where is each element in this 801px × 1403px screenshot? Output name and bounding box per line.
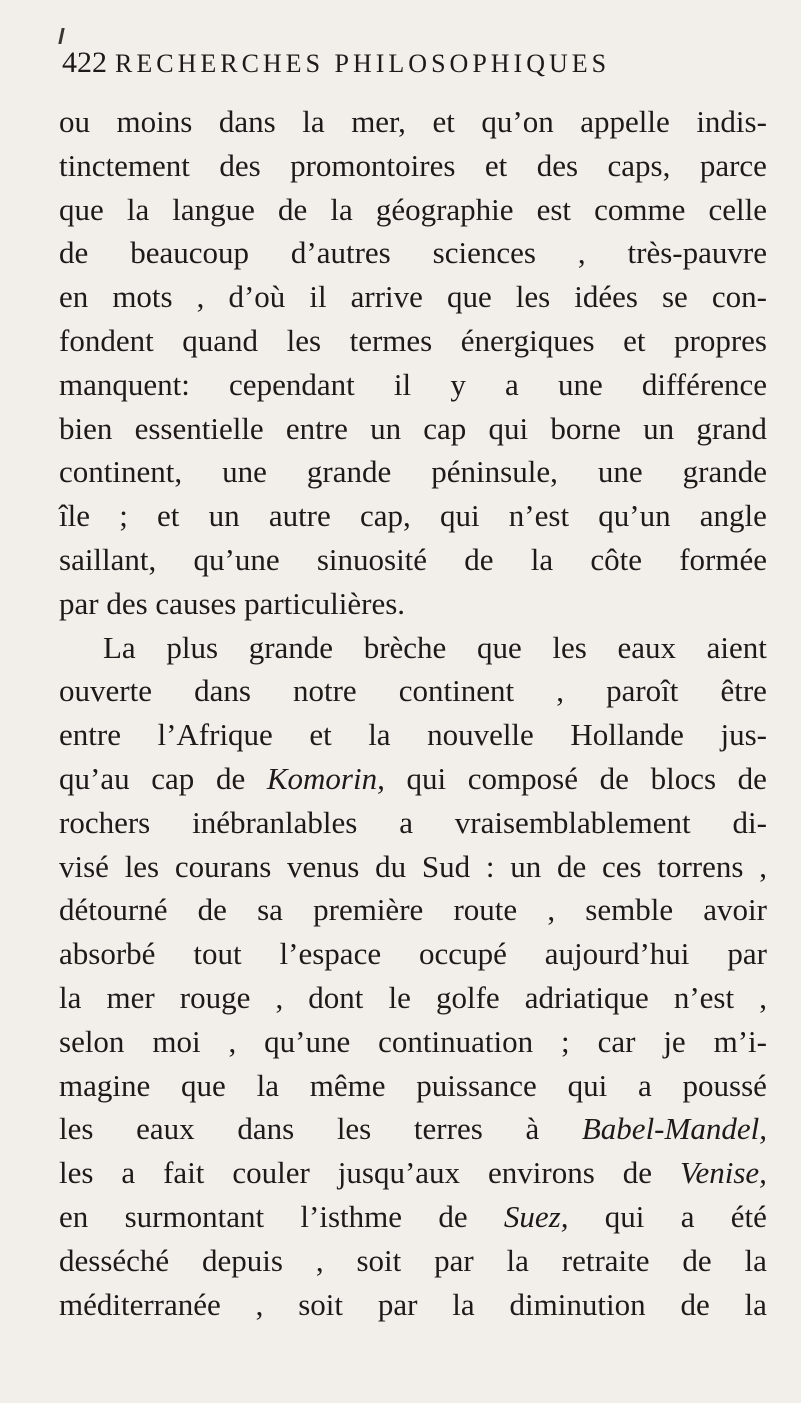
word: la [530, 541, 554, 577]
word: de [59, 235, 89, 271]
word: courans [174, 848, 272, 884]
word: Venise, [679, 1155, 767, 1191]
word: langue [172, 191, 255, 227]
word: y [450, 366, 466, 402]
word: mer [106, 979, 155, 1015]
word: : [485, 848, 495, 884]
word: selon [59, 1023, 125, 1059]
word: de [556, 848, 587, 884]
word: il [309, 279, 327, 315]
word: composé [467, 760, 578, 796]
word: été [730, 1198, 767, 1234]
word: les [124, 848, 160, 884]
text-line [59, 100, 767, 144]
text-line [59, 1283, 767, 1327]
word: les [552, 629, 587, 665]
word: les [59, 1111, 94, 1147]
word: être [720, 673, 767, 709]
word: environs [488, 1155, 595, 1191]
text-line [59, 363, 767, 407]
word: , [275, 979, 284, 1015]
text-line [59, 538, 767, 582]
word: différence [641, 366, 767, 402]
word: causes [155, 585, 237, 621]
word: La [103, 629, 136, 665]
word: cap [151, 760, 195, 796]
word: les [515, 279, 551, 315]
word: de [682, 1242, 712, 1278]
word: les [336, 1111, 372, 1147]
word: Suez, [503, 1198, 569, 1234]
word: de [680, 1286, 710, 1322]
word: grande [682, 454, 767, 490]
text-line [59, 450, 767, 494]
word: promontoires [290, 147, 456, 183]
text-line [59, 1195, 767, 1239]
word: soit [356, 1242, 402, 1278]
word: bien [59, 410, 113, 446]
word: cap, [359, 498, 411, 534]
word: et [623, 322, 646, 358]
text-line [59, 976, 767, 1020]
word: énergiques [460, 322, 595, 358]
word: caps, [607, 147, 671, 183]
word: dans [218, 104, 276, 139]
text-line [59, 801, 767, 845]
word: rochers [59, 804, 151, 840]
word: en [59, 279, 89, 315]
word: a [680, 1198, 695, 1234]
word: depuis [202, 1242, 283, 1278]
word: péninsule, [431, 454, 558, 490]
word: celle [708, 191, 767, 227]
word: des [219, 147, 261, 183]
word: couler [232, 1155, 310, 1191]
word: , [196, 279, 205, 315]
word: méditerranée [59, 1286, 221, 1322]
word: nouvelle [427, 717, 534, 753]
word: un [370, 410, 402, 446]
word: la [330, 191, 353, 227]
word: très-pauvre [627, 235, 767, 271]
word: indis- [696, 104, 767, 139]
word: n’est [508, 498, 570, 534]
word: arrive [350, 279, 423, 315]
word: la [452, 1286, 475, 1322]
word: n’est [673, 979, 735, 1015]
word: manquent: [59, 366, 190, 402]
word: propres [674, 322, 767, 358]
word: des [106, 585, 148, 621]
word: est [536, 191, 572, 227]
word: de [197, 892, 227, 928]
word: une [597, 454, 643, 490]
text-line [59, 231, 767, 275]
word: par [377, 1286, 418, 1322]
word: aujourd’hui [544, 936, 690, 972]
word: ouverte [59, 673, 152, 709]
word: tout [193, 936, 242, 972]
word: qui [439, 498, 480, 534]
text-line [59, 888, 767, 932]
word: vraisemblablement [454, 804, 691, 840]
ink-mark [58, 28, 64, 44]
word: Babel-Mandel, [581, 1111, 767, 1147]
word: ou [59, 104, 90, 139]
word: cependant [229, 366, 355, 402]
word: un [643, 410, 675, 446]
word: tinctement [59, 147, 190, 183]
word: continent, [59, 454, 183, 490]
word: plus [166, 629, 219, 665]
word: beaucoup [130, 235, 249, 271]
running-title: RECHERCHES PHILOSOPHIQUES [115, 49, 611, 78]
page-number: 422 [62, 46, 107, 79]
word: car [597, 1023, 636, 1059]
word: dont [308, 979, 364, 1015]
word: qu’au [59, 760, 130, 796]
word: se [661, 279, 688, 315]
page-header [62, 46, 762, 86]
word: qu’une [264, 1023, 351, 1059]
text-line [59, 1064, 767, 1108]
text-line [59, 582, 767, 626]
word: dans [237, 1111, 295, 1147]
word: Sud [421, 848, 471, 884]
word: a [505, 366, 519, 402]
text-line [59, 494, 767, 538]
word: soit [298, 1286, 344, 1322]
word: de [599, 760, 629, 796]
word: sa [257, 892, 283, 928]
word: inébranlables [192, 804, 358, 840]
word: par [727, 936, 767, 972]
word: entre [285, 410, 348, 446]
word: d’autres [290, 235, 391, 271]
word: côte [590, 541, 642, 577]
word: de [438, 1198, 468, 1234]
word: la [744, 1286, 767, 1322]
word: cap [423, 410, 467, 446]
word: blocs [650, 760, 717, 796]
word: de [278, 191, 308, 227]
word: les [286, 322, 322, 358]
word: quand [182, 322, 259, 358]
word: rouge [179, 979, 251, 1015]
word: et [484, 147, 508, 183]
text-line [59, 1020, 767, 1064]
word: ; [561, 1023, 570, 1059]
word: di- [732, 804, 767, 840]
word: appelle [580, 104, 670, 139]
word: , [228, 1023, 237, 1059]
word: grand [696, 410, 767, 446]
word: diminution [509, 1286, 646, 1322]
text-line [59, 757, 767, 801]
word: la [506, 1242, 529, 1278]
word: , [759, 848, 767, 884]
text-line [59, 1239, 767, 1283]
word: moi [152, 1023, 201, 1059]
word: , [315, 1242, 324, 1278]
word: absorbé [59, 936, 156, 972]
word: la [256, 1067, 279, 1103]
word: eaux [136, 1111, 195, 1147]
word: que [59, 191, 104, 227]
word: grande [306, 454, 392, 490]
word: de [737, 760, 767, 796]
word: puissance [416, 1067, 537, 1103]
text-line [59, 144, 767, 188]
text-line [59, 669, 767, 713]
text-line [59, 275, 767, 319]
word: retraite [561, 1242, 650, 1278]
word: visé [59, 848, 109, 884]
word: l’Afrique [157, 717, 273, 753]
word: une [557, 366, 603, 402]
word: mots [112, 279, 173, 315]
word: m’i- [713, 1023, 767, 1059]
word: qu’on [481, 104, 554, 139]
text-line [59, 319, 767, 363]
word: et [157, 498, 180, 534]
word: la [59, 979, 82, 1015]
word: à [525, 1111, 540, 1147]
word: et [309, 717, 332, 753]
word: parce [699, 147, 767, 183]
word: île [59, 498, 90, 534]
word: en [59, 1198, 89, 1234]
word: par [59, 585, 99, 621]
word: terres [413, 1111, 483, 1147]
word: par [434, 1242, 474, 1278]
word: particulières. [244, 585, 406, 621]
word: essentielle [134, 410, 264, 446]
word: brèche [363, 629, 447, 665]
word: a [121, 1155, 136, 1191]
word: paroît [606, 673, 679, 709]
text-line [59, 932, 767, 976]
word: aient [706, 629, 767, 665]
word: ; [119, 498, 128, 534]
word: con- [711, 279, 767, 315]
word: un [208, 498, 240, 534]
word: autre [268, 498, 331, 534]
word: saillant, [59, 541, 157, 577]
word: continuation [378, 1023, 534, 1059]
word: qui [604, 1198, 645, 1234]
word: l’espace [279, 936, 382, 972]
word: entre [59, 717, 121, 753]
word: a [637, 1067, 652, 1103]
word: sinuosité [316, 541, 428, 577]
text-line [59, 845, 767, 889]
word: qui [567, 1067, 608, 1103]
word: sciences [432, 235, 536, 271]
word: magine [59, 1067, 151, 1103]
word: même [309, 1067, 386, 1103]
word: un [510, 848, 542, 884]
word: idées [574, 279, 638, 315]
word: de [215, 760, 246, 796]
word: continent [398, 673, 515, 709]
word: , [255, 1286, 264, 1322]
word: les [59, 1155, 94, 1191]
word: Komorin, [266, 760, 385, 796]
word: première [313, 892, 424, 928]
word: dans [194, 673, 251, 709]
text-line [59, 626, 767, 670]
word: Hollande [570, 717, 684, 753]
word: avoir [703, 892, 767, 928]
word: qui [406, 760, 447, 796]
word: a [399, 804, 413, 840]
word: moins [116, 104, 193, 139]
word: poussé [682, 1067, 767, 1103]
word: et [432, 104, 455, 139]
word: jus- [720, 717, 767, 753]
word: surmontant [124, 1198, 265, 1234]
word: la [744, 1242, 767, 1278]
word: jusqu’aux [337, 1155, 461, 1191]
word: géographie [375, 191, 514, 227]
word: golfe [435, 979, 500, 1015]
word: torrens [657, 848, 744, 884]
word: mer, [351, 104, 406, 139]
text-line [59, 1151, 767, 1195]
word: je [663, 1023, 686, 1059]
word: la [368, 717, 391, 753]
word: eaux [617, 629, 677, 665]
word: de [622, 1155, 652, 1191]
word: qu’une [193, 541, 280, 577]
word: venus [287, 848, 360, 884]
word: que [181, 1067, 226, 1103]
word: ces [602, 848, 642, 884]
word: semble [585, 892, 674, 928]
word: la [302, 104, 325, 139]
word: que [446, 279, 492, 315]
word: le [388, 979, 411, 1015]
word: une [222, 454, 267, 490]
text-line [59, 407, 767, 451]
word: notre [292, 673, 357, 709]
word: comme [594, 191, 686, 227]
word: fondent [59, 322, 154, 358]
word: , [556, 673, 564, 709]
text-line [59, 188, 767, 232]
word: d’où [228, 279, 286, 315]
word: termes [349, 322, 433, 358]
word: angle [699, 498, 767, 534]
word: de [464, 541, 494, 577]
word: fait [163, 1155, 205, 1191]
word: route [453, 892, 518, 928]
word: que [476, 629, 522, 665]
word: borne [550, 410, 621, 446]
word: qui [488, 410, 529, 446]
word: , [547, 892, 556, 928]
word: grande [248, 629, 334, 665]
word: détourné [59, 892, 168, 928]
word: qu’un [598, 498, 671, 534]
word: des [536, 147, 579, 183]
word: desséché [59, 1242, 170, 1278]
text-line [59, 1107, 767, 1151]
body-text [59, 100, 767, 1326]
word: , [759, 979, 767, 1015]
word: l’isthme [300, 1198, 402, 1234]
text-line [59, 713, 767, 757]
word: adriatique [524, 979, 649, 1015]
word: , [577, 235, 586, 271]
word: formée [679, 541, 767, 577]
word: la [126, 191, 150, 227]
word: il [393, 366, 412, 402]
word: du [375, 848, 407, 884]
word: occupé [419, 936, 507, 972]
